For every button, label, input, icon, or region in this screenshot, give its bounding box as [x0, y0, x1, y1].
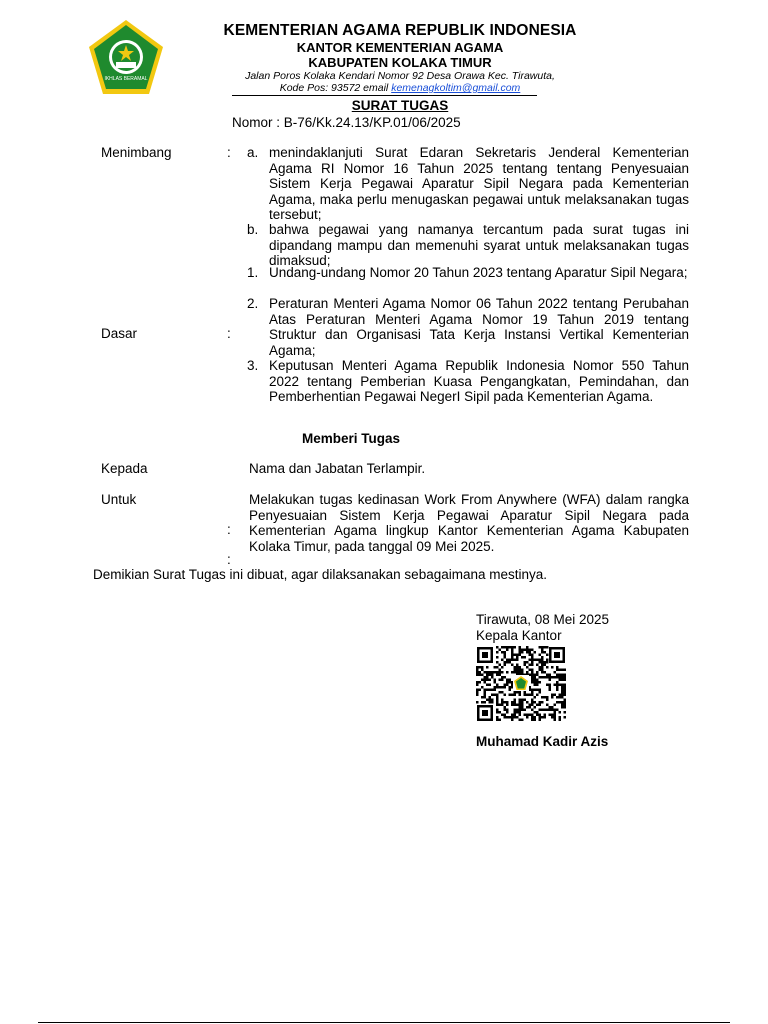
untuk-label: Untuk	[101, 492, 137, 507]
ministry-name: KEMENTERIAN AGAMA REPUBLIK INDONESIA	[223, 22, 577, 39]
dasar-3-marker: 3.	[247, 358, 259, 373]
qr-finder-top-right	[549, 647, 565, 663]
menimbang-b-text: bahwa pegawai yang namanya tercantum pada surat tugas ini dipandang mampu dan memenuhi syarat untuk melaksanakan tugas dimaksud;	[269, 222, 689, 268]
signature-place-date: Tirawuta, 08 Mei 2025	[476, 612, 610, 627]
office-address: Jalan Poros Kolaka Kendari Nomor 92 Desa Orawa Kec. Tirawuta,	[245, 70, 555, 82]
document-number: Nomor : B-76/Kk.24.13/KP.01/06/2025	[232, 115, 461, 130]
untuk-text: Melakukan tugas kedinasan Work From Anywhere (WFA) dalam rangka Penyesuaian Sistem Kerja Pegawai Aparatur Sipil Negara pada Kementerian Agama lingkup Kantor Kementerian Agama Kabupaten Kolaka Timur, pada tanggal 09 Mei 2025.	[249, 492, 689, 554]
signature-position: Kepala Kantor	[476, 628, 562, 643]
dasar-3-text: Keputusan Menteri Agama Republik Indonesia Nomor 550 Tahun 2022 tentang Pemberian Kuasa Pengangkatan, Pemindahan, dan Pemberhentian Pegawai NegerI Sipil pada Kementerian Agama.	[269, 358, 689, 404]
dasar-1-marker: 1.	[247, 265, 259, 280]
menimbang-a-text: menindaklanjuti Surat Edaran Sekretaris Jenderal Kementerian Agama RI Nomor 16 Tahun 2025 tentang tentang Penyesuaian Sistem Kerja Pegawai Aparatur Sipil Negara pada Kementerian Agama, maka perlu menugaskan pegawai untuk melaksanakan tugas tersebut;	[269, 145, 689, 222]
menimbang-b-marker: b.	[247, 222, 259, 237]
document-title: SURAT TUGAS	[351, 98, 449, 113]
untuk-colon: :	[227, 522, 231, 537]
qr-finder-top-left	[477, 647, 493, 663]
untuk-colon-extra: :	[227, 552, 231, 567]
kepada-text: Nama dan Jabatan Terlampir.	[249, 461, 426, 476]
dasar-2-text: Peraturan Menteri Agama Nomor 06 Tahun 2022 tentang Perubahan Atas Peraturan Menteri Agama Nomor 19 Tahun 2019 tentang Struktur dan Organisasi Tata Kerja Instansi Vertikal Kementerian Agama;	[269, 296, 689, 358]
signature-qr-code	[476, 646, 566, 722]
svg-text:IKHLAS BERAMAL: IKHLAS BERAMAL	[104, 76, 148, 82]
closing-statement: Demikian Surat Tugas ini dibuat, agar dilaksanakan sebagaimana mestinya.	[93, 567, 548, 582]
menimbang-colon: :	[227, 145, 231, 160]
page-bottom-rule	[38, 1022, 730, 1023]
dasar-2-marker: 2.	[247, 296, 259, 311]
memberi-tugas-heading: Memberi Tugas	[302, 431, 401, 446]
header-rule	[232, 95, 537, 96]
office-name: KANTOR KEMENTERIAN AGAMA	[296, 40, 504, 55]
ministry-logo	[86, 18, 166, 98]
dasar-1-text: Undang-undang Nomor 20 Tahun 2023 tentang Aparatur Sipil Negara;	[269, 265, 688, 280]
office-contact: Kode Pos: 93572 email kemenagkoltim@gmail.com	[279, 82, 521, 94]
signatory-name: Muhamad Kadir Azis	[476, 734, 609, 749]
regency-name: KABUPATEN KOLAKA TIMUR	[308, 55, 492, 70]
dasar-colon: :	[227, 326, 231, 341]
menimbang-a-marker: a.	[247, 145, 259, 160]
menimbang-label: Menimbang	[101, 145, 172, 160]
kepada-label: Kepada	[101, 461, 148, 476]
email-link[interactable]: kemenagkoltim@gmail.com	[391, 82, 521, 94]
qr-finder-bottom-left	[477, 705, 493, 721]
dasar-label: Dasar	[101, 326, 138, 341]
